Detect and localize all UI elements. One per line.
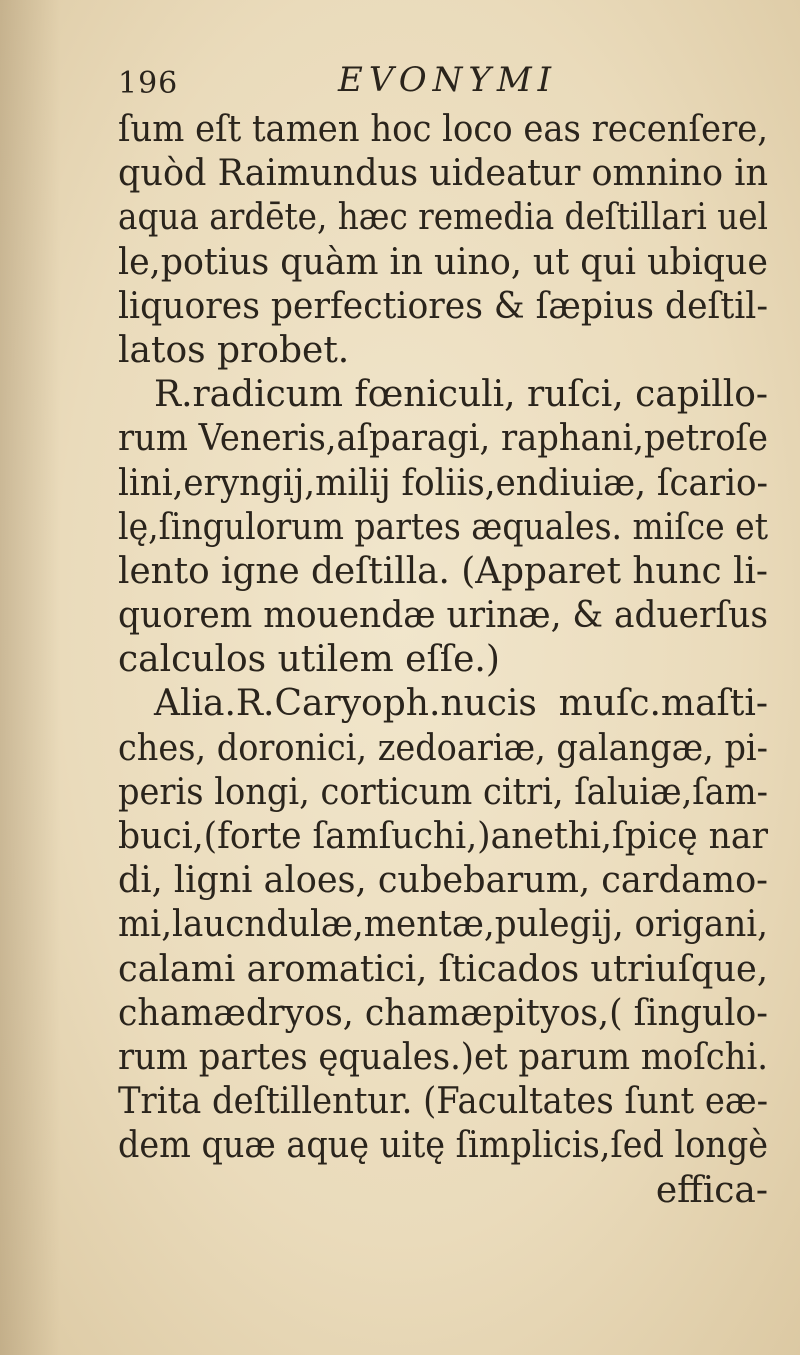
text-line: peris longi, corticum citri, ſaluiæ,ſam- — [118, 771, 768, 813]
catchword: effica- — [655, 1169, 768, 1211]
text-line: mi,laucndulæ,mentæ,pulegij, origani, — [118, 904, 768, 946]
text-line: lini,eryngij,milij foliis,endiuiæ, ſcario- — [118, 462, 768, 504]
text-line: latos probet. — [118, 329, 350, 371]
text-line: calculos utilem eſſe.) — [118, 639, 500, 681]
text-line: di, ligni aloes, cubebarum, cardamo- — [118, 860, 768, 902]
page-number: 196 — [118, 66, 179, 101]
spine-shadow — [0, 0, 60, 1355]
text-line: le,potius quàm in uino, ut qui ubique — [118, 241, 768, 283]
text-line: rum Veneris,aſparagi, raphani,petroſe — [118, 418, 768, 460]
running-title: EVONYMI — [338, 60, 558, 100]
text-line: dem quæ aquę uitę ſimplicis,ſed longè — [118, 1125, 768, 1167]
text-line: quorem mouendæ urinæ, & aduerſus — [118, 595, 768, 637]
text-line: buci,(forte ſamſuchi,)anethi,ſpicę nar — [118, 816, 768, 857]
text-line: R.radicum fœniculi, ruſci, capillo- — [154, 374, 768, 416]
body-text — [118, 108, 768, 1213]
text-line: calami aromatici, ſticados utriuſque, — [118, 948, 768, 990]
text-line: quòd Raimundus uideatur omnino in — [118, 153, 768, 195]
text-line: liquores perfectiores & ſæpius deſtil- — [118, 285, 768, 327]
text-line: Trita deſtillentur. (Facultates ſunt eæ- — [118, 1081, 768, 1123]
text-line: chamædryos, chamæpityos,( ſingulo- — [118, 992, 768, 1034]
text-line: rum partes ęquales.)et parum moſchi. — [118, 1036, 768, 1078]
text-line: ſum eſt tamen hoc loco eas recenſere, — [118, 109, 768, 150]
text-line: Alia.R.Caryoph.nucis muſc.maſti- — [154, 683, 768, 725]
page-header — [118, 58, 758, 108]
text-line: aqua ardēte, hæc remedia deſtillari uel — [118, 197, 768, 239]
text-line: lento igne deſtilla. (Apparet hunc li- — [118, 550, 768, 592]
text-line: ches, doronici, zedoariæ, galangæ, pi- — [118, 727, 768, 769]
text-line: lę,ſingulorum partes æquales. miſce et — [118, 506, 768, 548]
